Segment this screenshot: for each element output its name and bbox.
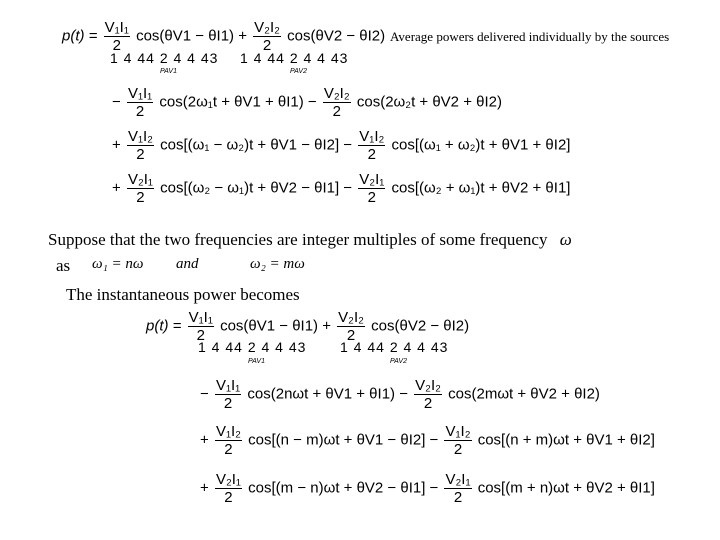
eq2-row-3: + $\frac{\text{V₁I₂}}{2}$ cos[(n − m)ωt + θV1 − θI2] − $\frac{\text{V₁I₂}}{2}$ cos[(n + m)ωt + θV1 + θI2] [200, 423, 655, 458]
eq2-row-2: − $\frac{\text{V₁I₁}}{2}$ cos(2nωt + θV1 + θI1) − $\frac{\text{V₂I₂}}{2}$ cos(2mωt + θV2 + θI2) [200, 377, 600, 412]
eq1-underbrace-b: 1 4 44 2 4 4 43 [240, 50, 349, 66]
caption-average-powers: Average powers delivered individually by the sources [390, 29, 670, 44]
and-word: and [176, 256, 199, 272]
eq2-underbrace-b: 1 4 44 2 4 4 43 [340, 339, 449, 355]
eq1-row-4: + $\frac{\text{V₂I₁}}{2}$ cos[(ω₂ − ω₁)t + θV2 − θI1] − $\frac{\text{V₂I₁}}{2}$ cos[(ω₂ + ω₁)t + θV2 + θI1] [112, 171, 571, 206]
eq1-frac-a: $\frac{\text{V₁I₁}}{2}$ [104, 19, 129, 54]
eq1-row-3: + $\frac{\text{V₁I₂}}{2}$ cos[(ω₁ − ω₂)t + θV1 − θI2] − $\frac{\text{V₁I₂}}{2}$ cos[(ω₁ + ω₂)t + θV1 + θI2] [112, 128, 571, 163]
eq1-pav1-label: PAV1 [160, 68, 177, 75]
eq2-underbrace-a: 1 4 44 2 4 4 43 [198, 339, 307, 355]
eq1-frac-b: $\frac{\text{V₂I₂}}{2}$ [254, 19, 280, 54]
eq2-line-1: p(t) = $\frac{\text{V₁I₁}}{2}$ cos(θV1 − θI1) + $\frac{\text{V₂I₂}}{2}$ cos(θV2 − θI2) [146, 309, 470, 344]
eq1-lhs: p(t) = [62, 27, 98, 45]
eq1-cos-a: cos(θV1 − θI1) + [136, 27, 247, 45]
eq1-cos-b: cos(θV2 − θI2) [287, 27, 386, 45]
omega1-definition: ω₁ = nω [92, 256, 144, 272]
eq2-pav2-label: PAV2 [390, 358, 407, 365]
eq1-line-1 [62, 20, 385, 53]
eq1-row-2: − $\frac{\text{V₁I₁}}{2}$ cos(2ω₁t + θV1 + θI1) − $\frac{\text{V₂I₂}}{2}$ cos(2ω₂t + θV2 + θI2) [112, 85, 502, 120]
eq2-pav1-label: PAV1 [248, 358, 265, 365]
paragraph-instantaneous: The instantaneous power becomes [66, 285, 300, 304]
paragraph-frequencies: Suppose that the two frequencies are integer multiples of some frequency ω [48, 230, 572, 249]
eq2-lhs: p(t) = [146, 317, 182, 335]
omega-symbol: ω [559, 230, 572, 249]
paragraph-as: as [56, 256, 71, 275]
eq2-row-4: + $\frac{\text{V₂I₁}}{2}$ cos[(m − n)ωt + θV2 − θI1] − $\frac{\text{V₂I₁}}{2}$ cos[(m + n)ωt + θV2 + θI1] [200, 471, 655, 506]
omega2-definition: ω₂ = mω [250, 256, 305, 272]
eq1-pav2-label: PAV2 [290, 68, 307, 75]
eq1-underbrace-a: 1 4 44 2 4 4 43 [110, 50, 219, 66]
